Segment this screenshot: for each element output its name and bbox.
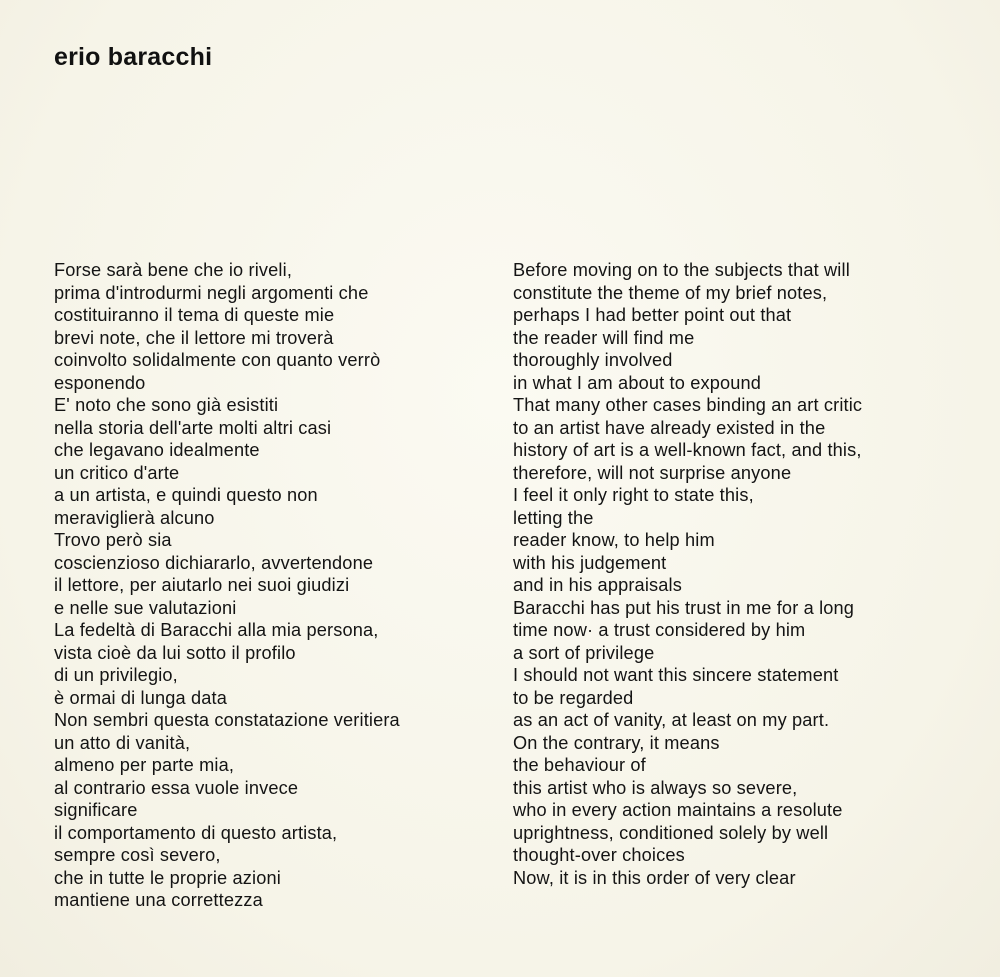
english-text-line: the reader will find me xyxy=(513,327,695,348)
italian-text-line: meraviglierà alcuno xyxy=(54,507,215,528)
english-text-line: uprightness, conditioned solely by well xyxy=(513,822,829,843)
italian-text-line: significare xyxy=(54,800,138,820)
italian-text-line: mantiene una correttezza xyxy=(54,890,263,910)
english-text-line: thoroughly involved xyxy=(513,350,673,370)
italian-text-line: costituiranno il tema di queste mie xyxy=(54,305,335,325)
italian-text-line: Forse sarà bene che io riveli, xyxy=(54,260,293,280)
italian-text-column xyxy=(54,259,494,912)
italian-text-line: il comportamento di questo artista, xyxy=(54,822,338,843)
english-text-line: perhaps I had better point out that xyxy=(513,305,792,325)
italian-text-line: almeno per parte mia, xyxy=(54,755,235,775)
english-text-line: who in every action maintains a resolute xyxy=(513,800,843,820)
italian-text-line: a un artista, e quindi questo non xyxy=(54,485,318,505)
english-text-line: the behaviour of xyxy=(513,755,646,775)
italian-text-line: Non sembri questa constatazione veritiera xyxy=(54,710,400,730)
italian-text-line: nella storia dell'arte molti altri casi xyxy=(54,417,332,438)
italian-text-line: brevi note, che il lettore mi troverà xyxy=(54,327,334,348)
italian-text-line: coinvolto solidalmente con quanto verrò xyxy=(54,350,381,370)
italian-text-line: che in tutte le proprie azioni xyxy=(54,867,281,888)
italian-text-line: esponendo xyxy=(54,372,146,393)
italian-text-line: Trovo però sia xyxy=(54,530,172,550)
english-text-line: as an act of vanity, at least on my part. xyxy=(513,710,830,730)
italian-text-line: al contrario essa vuole invece xyxy=(54,777,299,798)
english-text-line: therefore, will not surprise anyone xyxy=(513,462,792,483)
english-text-line: with his judgement xyxy=(513,552,667,573)
english-text-line: That many other cases binding an art critic xyxy=(513,395,863,415)
english-text-line: I feel it only right to state this, xyxy=(513,485,754,505)
italian-text-line: un critico d'arte xyxy=(54,462,180,483)
english-text-line: constitute the theme of my brief notes, xyxy=(513,282,828,303)
english-text-line: Before moving on to the subjects that will xyxy=(513,260,850,280)
italian-text-line: è ormai di lunga data xyxy=(54,687,228,708)
italian-text-line: sempre così severo, xyxy=(54,845,221,865)
english-text-line: to be regarded xyxy=(513,687,634,708)
italian-text-line: un atto di vanità, xyxy=(54,732,191,753)
italian-text-line: il lettore, per aiutarlo nei suoi giudizi xyxy=(54,575,350,595)
english-text-line: a sort of privilege xyxy=(513,642,655,663)
italian-text-line: di un privilegio, xyxy=(54,665,178,685)
english-text-line: this artist who is always so severe, xyxy=(513,777,798,798)
english-text-line: letting the xyxy=(513,507,594,528)
english-text-line: Baracchi has put his trust in me for a long xyxy=(513,597,855,618)
english-text-line: and in his appraisals xyxy=(513,575,682,595)
italian-text-line: coscienzioso dichiararlo, avvertendone xyxy=(54,552,374,573)
italian-text-line: prima d'introdurmi negli argomenti che xyxy=(54,282,369,303)
italian-text-line: vista cioè da lui sotto il profilo xyxy=(54,642,296,663)
english-text-line: Now, it is in this order of very clear xyxy=(513,867,796,888)
italian-text-line: e nelle sue valutazioni xyxy=(54,597,237,618)
english-text-line: history of art is a well-known fact, and this, xyxy=(513,440,862,460)
english-text-line: I should not want this sincere statement xyxy=(513,665,839,685)
italian-text-line: E' noto che sono già esistiti xyxy=(54,395,279,415)
author-heading: erio baracchi xyxy=(54,43,213,71)
english-text-column xyxy=(513,259,953,889)
english-text-line: in what I am about to expound xyxy=(513,372,762,393)
english-text-line: time now· a trust considered by him xyxy=(513,620,806,640)
italian-text-line: che legavano idealmente xyxy=(54,440,260,460)
english-text-line: to an artist have already existed in the xyxy=(513,417,826,438)
english-text-line: thought-over choices xyxy=(513,845,685,865)
english-text-line: reader know, to help him xyxy=(513,530,715,550)
italian-text-line: La fedeltà di Baracchi alla mia persona, xyxy=(54,620,379,640)
english-text-line: On the contrary, it means xyxy=(513,732,720,753)
